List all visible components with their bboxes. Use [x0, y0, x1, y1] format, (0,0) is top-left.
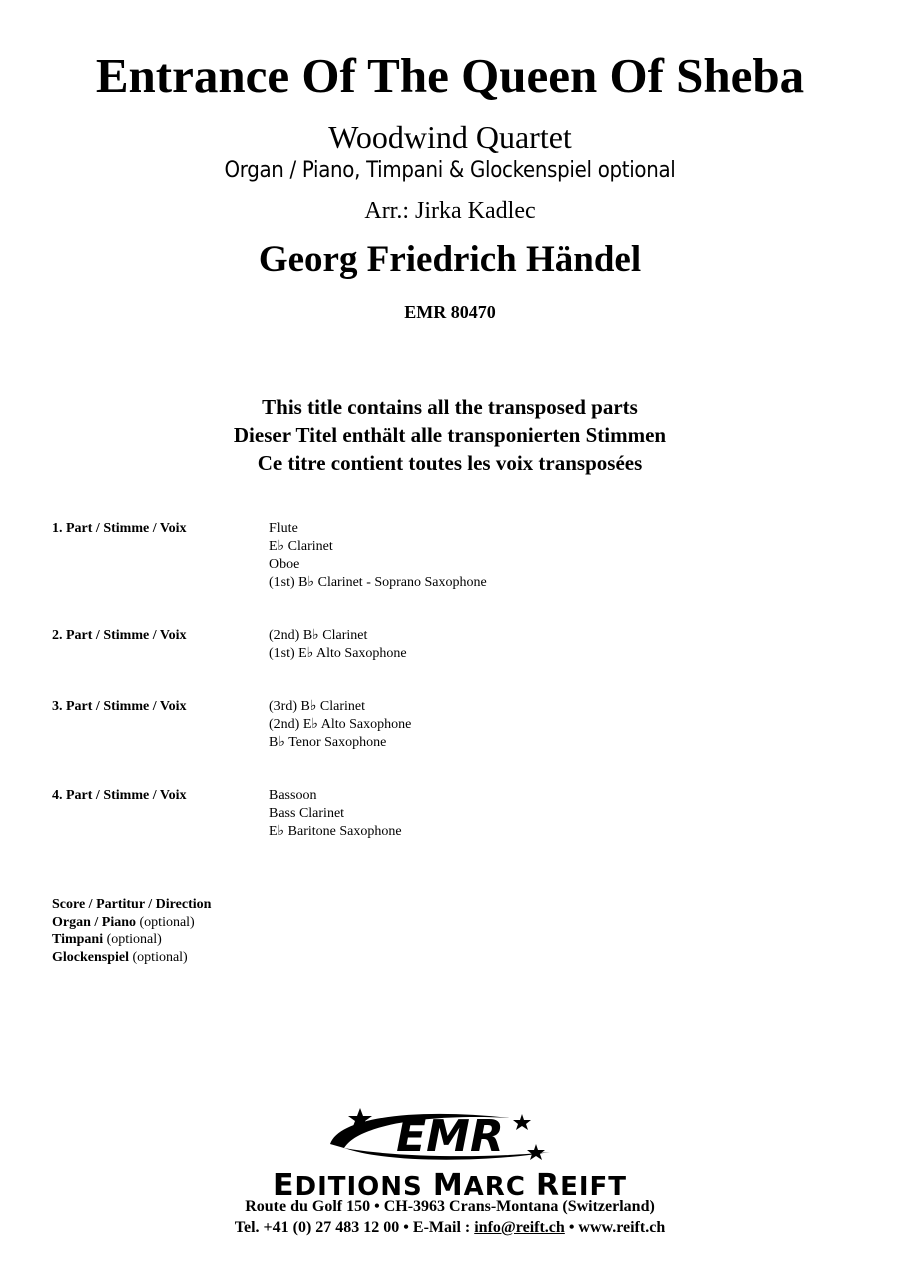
extra-part	[52, 914, 211, 932]
extra-part-note: (optional)	[132, 949, 188, 965]
brand-word: DITIONS	[294, 1172, 433, 1202]
instrument: E♭ Baritone Saxophone	[269, 824, 402, 839]
publisher-address: Route du Golf 150 • CH-3963 Crans-Montana (Switzerland)	[245, 1198, 655, 1215]
extra-part-name: Score / Partitur / Direction	[52, 897, 212, 912]
instrument: Bass Clarinet	[269, 806, 345, 821]
phone-label: Tel. +41 (0) 27 483 12 00 • E-Mail :	[234, 1219, 475, 1236]
extra-part-note: (optional)	[139, 914, 195, 930]
instrument: Flute	[269, 521, 298, 536]
brand-initial: E	[273, 1168, 295, 1203]
email-link[interactable]: info@reift.ch	[474, 1219, 565, 1236]
instrument: (2nd) E♭ Alto Saxophone	[269, 717, 412, 732]
instrument: E♭ Clarinet	[269, 539, 333, 554]
instrument: (1st) E♭ Alto Saxophone	[269, 646, 407, 661]
extra-part	[52, 896, 211, 914]
composer: Georg Friedrich Händel	[258, 239, 642, 280]
notice-german: Dieser Titel enthält alle transponierten Stimmen	[233, 423, 667, 447]
part-instruments	[269, 520, 487, 592]
instrumentation: Organ / Piano, Timpani & Glockenspiel optional	[224, 158, 676, 183]
logo-text: EMR	[396, 1111, 504, 1162]
transposed-parts-notice	[0, 393, 900, 477]
star-icon	[513, 1114, 531, 1130]
extra-part-name: Glockenspiel	[52, 949, 130, 965]
instrument: Oboe	[269, 557, 300, 572]
publisher-contact	[0, 1217, 900, 1239]
star-icon	[527, 1144, 545, 1160]
website-text: • www.reift.ch	[564, 1219, 666, 1236]
part-label: 4. Part / Stimme / Voix	[52, 788, 187, 803]
part-instruments	[269, 698, 411, 752]
notice-english: This title contains all the transposed parts	[262, 395, 638, 419]
additional-parts	[52, 896, 211, 966]
extra-part	[52, 931, 211, 949]
arranger: Arr.: Jirka Kadlec	[364, 198, 536, 224]
brand-word: ARC	[463, 1172, 536, 1202]
extra-part-name: Organ / Piano	[52, 914, 137, 930]
part-label: 2. Part / Stimme / Voix	[52, 628, 187, 643]
subtitle: Woodwind Quartet	[328, 119, 572, 155]
instrument: Bassoon	[269, 788, 317, 803]
emr-logo	[300, 1104, 600, 1174]
instrument: (1st) B♭ Clarinet - Soprano Saxophone	[269, 575, 487, 590]
part-label: 1. Part / Stimme / Voix	[52, 521, 187, 536]
instrument: (3rd) B♭ Clarinet	[269, 699, 366, 714]
part-label: 3. Part / Stimme / Voix	[52, 699, 187, 714]
catalog-number: EMR 80470	[404, 302, 496, 322]
extra-part	[52, 949, 211, 967]
extra-part-name: Timpani	[52, 932, 104, 947]
title: Entrance Of The Queen Of Sheba	[95, 48, 805, 103]
extra-part-note: (optional)	[106, 932, 162, 947]
part-instruments	[269, 787, 402, 841]
brand-word: EIFT	[560, 1172, 627, 1202]
instrument: (2nd) B♭ Clarinet	[269, 628, 368, 643]
brand-initial: M	[432, 1168, 464, 1203]
brand-initial: R	[535, 1168, 561, 1203]
notice-french: Ce titre contient toutes les voix transposées	[257, 451, 643, 475]
part-instruments	[269, 627, 407, 663]
instrument: B♭ Tenor Saxophone	[269, 735, 387, 750]
